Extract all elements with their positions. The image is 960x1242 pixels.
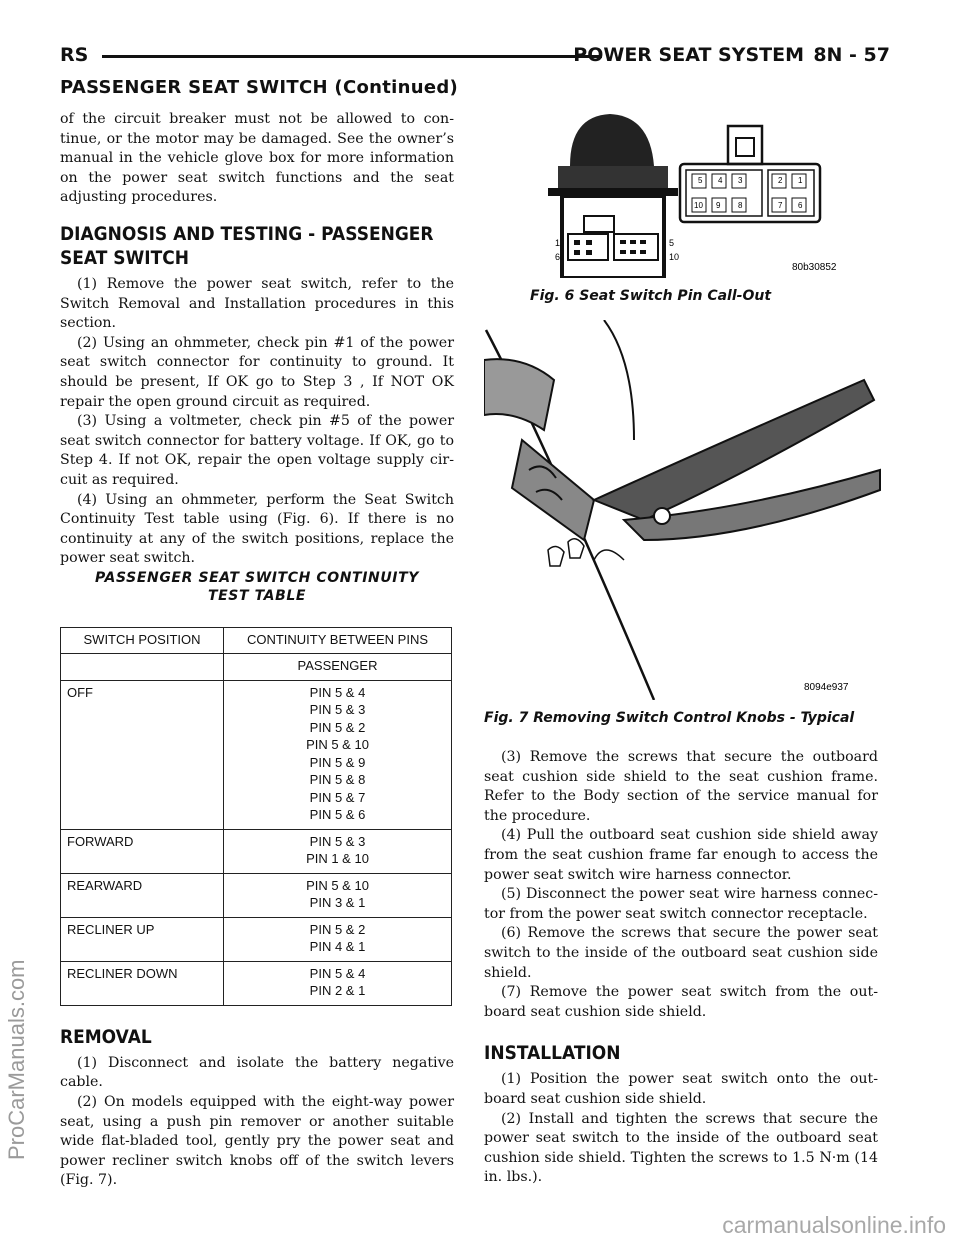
switch-position-cell: RECLINER DOWN: [61, 961, 224, 1005]
table-row: [61, 873, 452, 917]
connector-pin-label: 8: [738, 201, 743, 210]
pin-pair: PIN 4 & 1: [309, 939, 366, 955]
connector-pin-label: 3: [738, 176, 743, 185]
removal-step: (3) Remove the screws that secure the outboard seat cushion side shield to the seat cushion frame. Refer to the Body section of the service manual for the procedure.: [484, 749, 878, 824]
blank-cell: [61, 654, 224, 681]
switch-knob-removal-illustration: [484, 320, 884, 700]
continuity-pins-cell: [224, 680, 452, 829]
diag-step: (1) Remove the power seat switch, refer to the Switch Removal and Installation procedures in this section.: [60, 275, 454, 332]
continuity-pins-cell: [224, 961, 452, 1005]
switch-position-cell: OFF: [61, 680, 224, 829]
table-title: [60, 569, 454, 605]
pin-pair: PIN 5 & 2: [309, 719, 366, 735]
continuity-pins-cell: [224, 873, 452, 917]
connector-pin-label: 4: [718, 176, 723, 185]
removal-step: (6) Remove the screws that secure the power seat switch to the inside of the outboard seat cushion side shield.: [484, 925, 878, 981]
table-header-row: [61, 627, 452, 654]
pin-label: 6: [555, 252, 561, 262]
table-body: [61, 680, 452, 1005]
pin-pair: PIN 5 & 3: [309, 702, 366, 718]
removal-step: (1) Disconnect and isolate the battery negative cable.: [60, 1054, 454, 1091]
pin-pair: PIN 5 & 7: [309, 789, 366, 805]
diagnosis-heading: DIAGNOSIS AND TESTING - PASSENGER SEAT SWITCH: [60, 223, 434, 269]
continuity-pins-cell: [224, 829, 452, 873]
installation-step: (2) Install and tighten the screws that secure the power seat switch to the inside of the outboard seat cushion side shield. Tighten the screws to 1.5 N·m (14 in. lbs.).: [484, 1110, 878, 1186]
intro-paragraph: of the circuit breaker must not be allowed to con-tinue, or the motor may be damaged. See the owner’s manual in the vehicle glove box for more information on the power seat switch functions and the seat adjusting procedures.: [60, 111, 454, 206]
footer-watermark: carmanualsonline.info: [722, 1212, 946, 1238]
header-title: POWER SEAT SYSTEM: [573, 44, 804, 66]
pin-pair: PIN 5 & 6: [309, 807, 366, 823]
connector-pin-label: 2: [778, 176, 783, 185]
header-cell-position: SWITCH POSITION: [61, 627, 224, 654]
connector-pin-label: 9: [716, 201, 721, 210]
table-row: [61, 917, 452, 961]
diag-step: (3) Using a voltmeter, check pin #5 of the power seat switch connector for battery voltage. If OK, go to Step 4. If not OK, repair the open voltage supply cir-cuit as required.: [60, 413, 454, 488]
page-number: 8N - 57: [813, 44, 890, 66]
table-title-line: PASSENGER SEAT SWITCH CONTINUITY: [94, 569, 419, 586]
removal-step: (2) On models equipped with the eight-way power seat, using a push pin remover or another suitable wide flat-bladed tool, gently pry the power seat and power recliner switch knobs off of the switch levers (Fig. 7).: [60, 1094, 454, 1189]
pin-label: 1: [555, 238, 561, 248]
figure-7-caption: Fig. 7 Removing Switch Control Knobs - Typical: [484, 710, 855, 726]
pin-pair: PIN 3 & 1: [309, 895, 366, 911]
pin-pair: PIN 5 & 3: [309, 833, 366, 849]
connector-pin-label: 6: [798, 201, 803, 210]
figure-code: 80b30852: [792, 262, 837, 273]
pin-pair: PIN 5 & 10: [306, 737, 369, 753]
left-column: [60, 110, 454, 1191]
figure-code: 8094e937: [804, 682, 849, 693]
connector-pin-label: 5: [698, 176, 703, 185]
figure-7: [484, 320, 884, 726]
pin-pair: PIN 5 & 4: [309, 684, 366, 700]
diag-step: (4) Using an ohmmeter, perform the Seat Switch Continuity Test table using (Fig. 6). If there is no continuity at any of the switch positions, replace the power seat switch.: [60, 491, 454, 567]
header-cell-continuity: CONTINUITY BETWEEN PINS: [224, 627, 452, 654]
pin-pair: PIN 5 & 8: [309, 772, 366, 788]
continuity-pins-cell: [224, 917, 452, 961]
seat-switch-pin-diagram: [530, 108, 880, 278]
connector-pin-label: 1: [798, 176, 803, 185]
page-header: [60, 44, 890, 74]
continued-heading: PASSENGER SEAT SWITCH (Continued): [60, 77, 459, 98]
connector-pin-label: 7: [778, 201, 783, 210]
table-row: [61, 680, 452, 829]
pin-label: 5: [669, 238, 675, 248]
removal-step: (4) Pull the outboard seat cushion side shield away from the seat cushion frame far enough to access the power seat switch wire harness connector.: [484, 827, 878, 883]
removal-step: (7) Remove the power seat switch from the out-board seat cushion side shield.: [484, 984, 878, 1020]
pin-label: 10: [669, 252, 680, 262]
subheader-cell: PASSENGER: [224, 654, 452, 681]
removal-step: (5) Disconnect the power seat wire harness connec-tor from the power seat switch connector receptacle.: [484, 886, 878, 922]
table-subheader-row: [61, 654, 452, 681]
installation-heading: INSTALLATION: [484, 1043, 621, 1065]
switch-position-cell: REARWARD: [61, 873, 224, 917]
pin-pair: PIN 5 & 10: [306, 877, 369, 893]
figure-6-caption: Fig. 6 Seat Switch Pin Call-Out: [530, 288, 772, 304]
header-section-code: RS: [60, 44, 89, 66]
pin-pair: PIN 2 & 1: [309, 983, 366, 999]
pin-pair: PIN 1 & 10: [306, 851, 369, 867]
switch-position-cell: FORWARD: [61, 829, 224, 873]
continuity-table: [60, 627, 452, 1006]
installation-step: (1) Position the power seat switch onto the out-board seat cushion side shield.: [484, 1071, 878, 1107]
side-watermark: ProCarManuals.com: [4, 959, 29, 1160]
table-title-line: TEST TABLE: [207, 587, 307, 604]
right-column-text: [484, 748, 878, 1188]
table-row: [61, 829, 452, 873]
pin-pair: PIN 5 & 2: [309, 921, 366, 937]
switch-position-cell: RECLINER UP: [61, 917, 224, 961]
removal-heading: REMOVAL: [60, 1026, 152, 1048]
pin-pair: PIN 5 & 4: [309, 965, 366, 981]
figure-6: [530, 108, 880, 304]
connector-pin-label: 10: [694, 201, 703, 210]
header-rule: [102, 55, 602, 58]
pin-pair: PIN 5 & 9: [309, 754, 366, 770]
diag-step: (2) Using an ohmmeter, check pin #1 of the power seat switch connector for continuity to ground. It should be present, If OK go to Step 3 , If NOT OK repair the open ground circuit as required.: [60, 334, 454, 410]
table-row: [61, 961, 452, 1005]
